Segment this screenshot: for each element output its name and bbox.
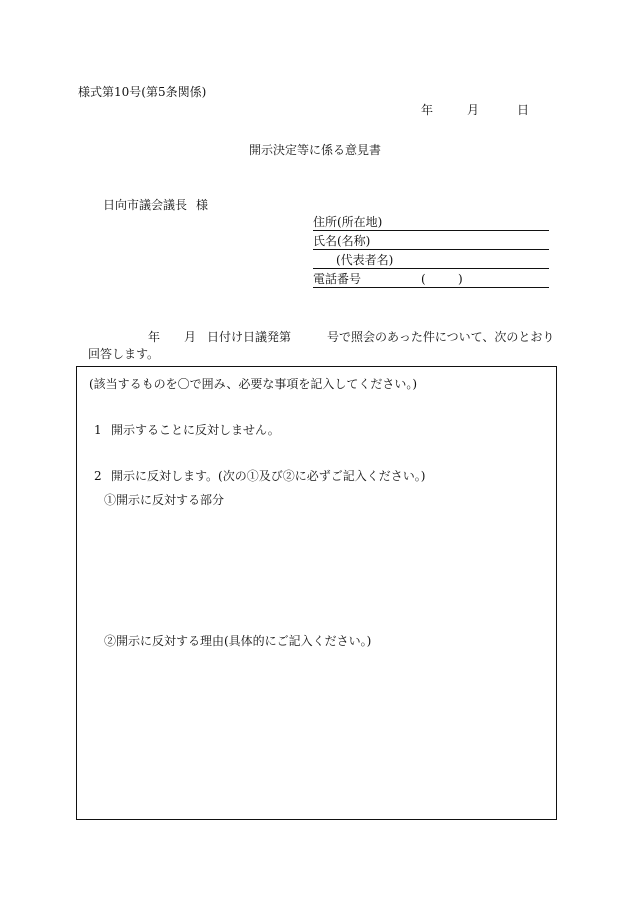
representative-field[interactable]: [313, 254, 549, 269]
option1-text[interactable]: 開示することに反対しません。: [111, 423, 280, 437]
option2-text[interactable]: 開示に反対します。(次の①及び②に必ずご記入ください。): [111, 469, 426, 483]
phone-paren-open: (: [421, 272, 426, 286]
address-field[interactable]: [313, 216, 549, 231]
body-date-suffix: 日付け日議発第: [207, 330, 292, 344]
representative-label: (代表者名): [336, 253, 394, 267]
sub-item-1-label: ①開示に反対する部分: [104, 493, 225, 507]
body-month: 月: [184, 330, 197, 344]
document-title: 開示決定等に係る意見書: [249, 143, 382, 157]
sub-item-1-answer-area[interactable]: [104, 512, 544, 627]
box-instruction: (該当するものを〇で囲み、必要な事項を記入してください。): [89, 377, 418, 391]
option1-number[interactable]: 1: [94, 423, 102, 437]
name-field[interactable]: [313, 235, 549, 250]
body-text-tail: 号で照会のあった件について、次のとおり: [327, 330, 555, 344]
phone-field[interactable]: [313, 273, 549, 288]
address-label: 住所(所在地): [313, 215, 383, 229]
phone-label: 電話番号: [313, 272, 362, 286]
phone-paren-close: ): [458, 272, 463, 286]
body-year: 年: [148, 330, 161, 344]
addressee-name: 日向市議会議長: [103, 198, 188, 212]
sub-item-2-answer-area[interactable]: [104, 653, 544, 808]
date-year: 年: [421, 103, 434, 117]
sub-item-2-label: ②開示に反対する理由(具体的にご記入ください。): [104, 634, 372, 648]
body-text-line2: 回答します。: [88, 347, 160, 361]
response-box: [76, 366, 557, 820]
date-day: 日: [517, 103, 530, 117]
addressee-honorific: 様: [196, 198, 209, 212]
name-label: 氏名(名称): [313, 234, 371, 248]
option2-number[interactable]: 2: [94, 469, 102, 483]
form-number: 様式第10号(第5条関係): [78, 85, 207, 99]
date-month: 月: [467, 103, 480, 117]
